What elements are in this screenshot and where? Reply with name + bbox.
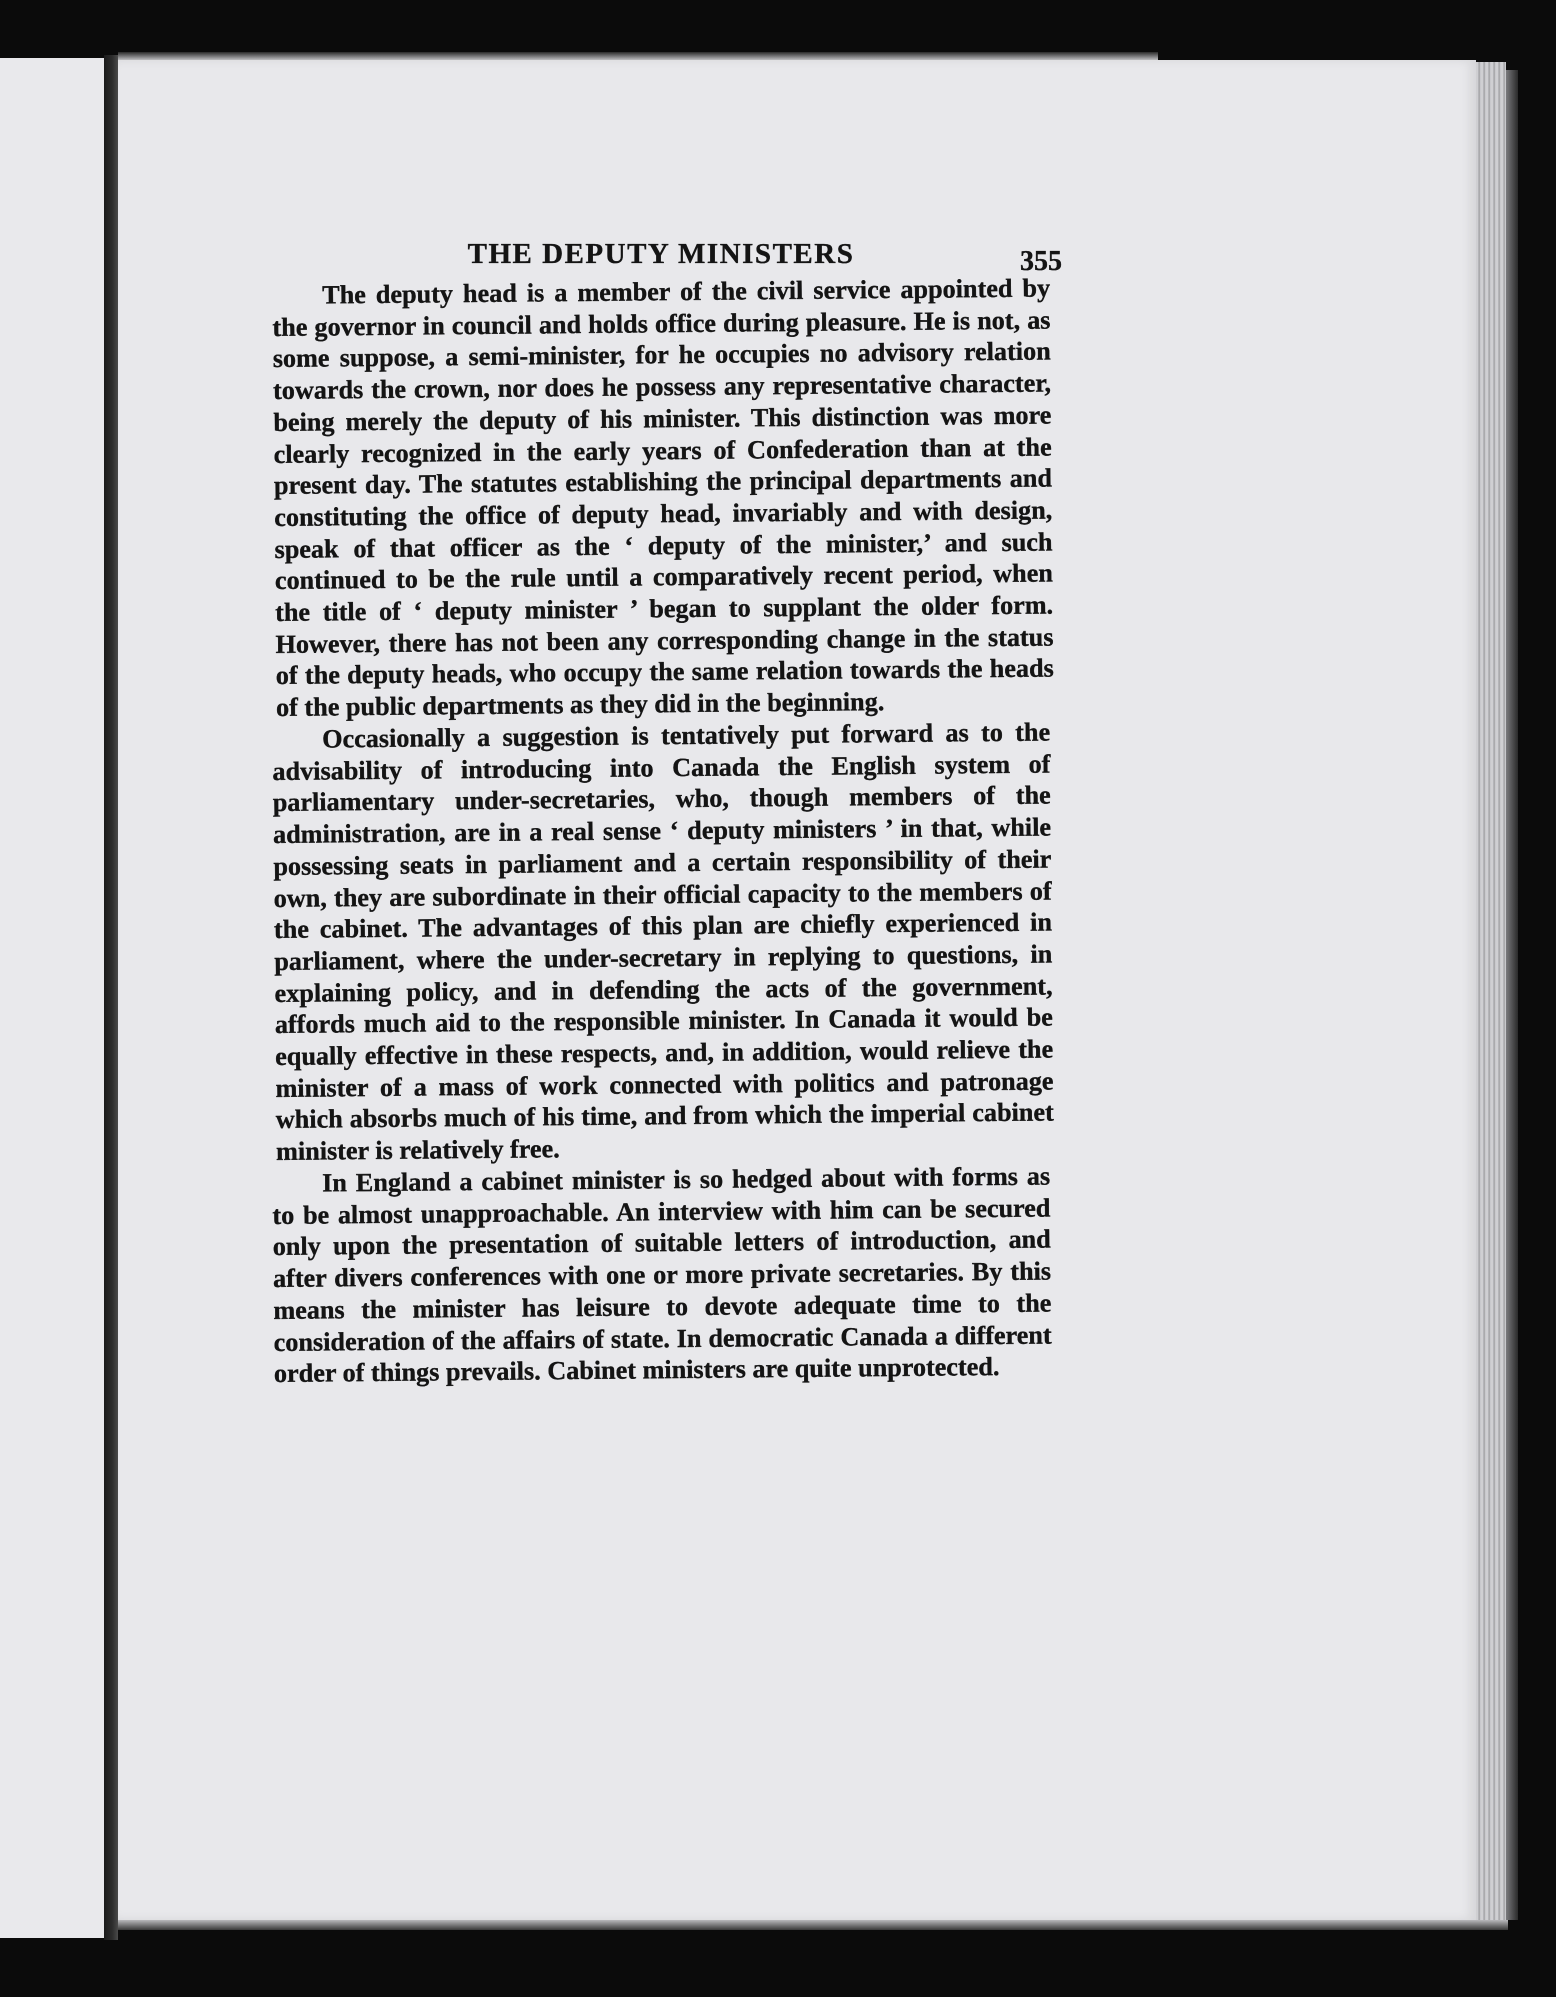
page-number: 355	[1020, 246, 1062, 277]
running-title: THE DEPUTY MINISTERS	[467, 238, 855, 270]
book-gutter	[104, 55, 118, 1940]
facing-page-blank	[0, 58, 104, 1938]
page-top-edge	[118, 52, 1158, 60]
paragraph-3: In England a cabinet minister is so hedged about with forms as to be almost unapproachable. An interview with him can be secured only upon the presentation of suitable letters of introduction, and after divers conferences with one or more private secretaries. By this means the minister has leisure to devote adequate time to the consideration of the affairs of state. In democratic Canada a different order of things prevails. Cabinet ministers are quite unprotected.	[272, 1161, 1052, 1388]
page-edges	[1476, 62, 1506, 1922]
running-head	[272, 238, 1062, 278]
page-text-block	[272, 238, 1062, 1390]
paragraph-1: The deputy head is a member of the civil service appointed by the governor in council and holds office during pleasure. He is not, as some suppose, a semi-minister, for he occupies no advisory relation towards the crown, nor does he possess any representative character, being merely the deputy of his minister. This distinction was more clearly recognized in the early years of Confederation than at the present day. The statutes establishing the principal departments and constituting the office of deputy head, invariably and with design, speak of that officer as the ‘ deputy of the minister,’ and such continued to be the rule until a comparatively recent period, when the title of ‘ deputy minister ’ began to supplant the older form. However, there has not been any corresponding change in the status of the deputy heads, who occupy the same relation towards the heads of the public departments as they did in the beginning.	[272, 273, 1054, 723]
page-bottom-edge	[118, 1920, 1508, 1930]
paragraph-2: Occasionally a suggestion is tentatively put forward as to the advisability of introducing into Canada the English system of parliamentary under-secretaries, who, though members of the administration, are in a real sense ‘ deputy ministers ’ in that, while possessing seats in parliament and a certain responsibility of their own, they are subordinate in their official capacity to the members of the cabinet. The advantages of this plan are chiefly experienced in parliament, where the under-secretary in replying to questions, in explaining policy, and in defending the acts of the government, affords much aid to the responsible minister. In Canada it would be equally effective in these respects, and, in addition, would relieve the minister of a mass of work connected with politics and patronage which absorbs much of his time, and from which the imperial cabinet minister is relatively free.	[272, 717, 1054, 1166]
page-edges-shadow	[1506, 70, 1518, 1920]
